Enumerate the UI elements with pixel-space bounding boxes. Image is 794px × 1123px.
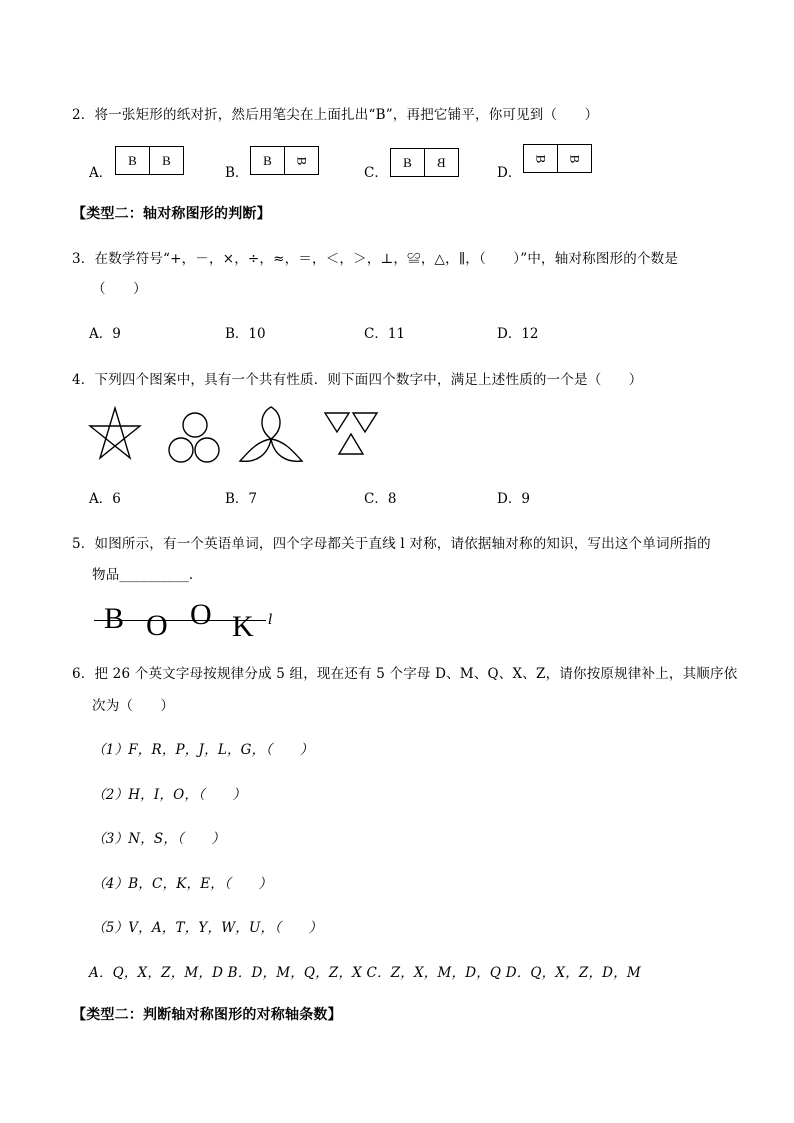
q3-option-c: C．11	[364, 326, 406, 342]
q2-d-left-cell: B	[533, 154, 549, 163]
three-petals-icon	[236, 405, 306, 463]
question-3-text-line1: 3．在数学符号“+，－，×，÷，≈，＝，＜，＞，⊥，≌，△，∥，（ ）”中，轴对称图形的个数是	[72, 251, 679, 267]
q6-options: A．Q，X，Z，M，D B．D，M，Q，Z，X C．Z，X，M，D，Q D．Q，X，Z，D，M	[89, 965, 641, 981]
question-2-text: 2．将一张矩形的纸对折，然后用笔尖在上面扎出“B”，再把它铺平，你可见到（ ）	[72, 107, 599, 123]
q2-c-left-cell: B	[403, 154, 412, 170]
q6-group-3: （3）N，S，（ ）	[92, 831, 226, 847]
q2-b-left-cell: B	[263, 152, 272, 168]
question-5-text-line1: 5．如图所示，有一个英语单词，四个字母都关于直线 l 对称，请依据轴对称的知识，写出这个单词所指的	[72, 536, 711, 552]
question-3-text-line2: （ ）	[92, 281, 147, 297]
q6-group-5: （5）V，A，T，Y，W，U，（ ）	[92, 920, 323, 936]
book-letter-k: K	[232, 610, 254, 638]
question-6-text-line1: 6．把 26 个英文字母按规律分成 5 组，现在还有 5 个字母 D、M、Q、X、Z，请你按原规律补上，其顺序依	[72, 666, 738, 682]
question-4-text: 4．下列四个图案中，具有一个共有性质．则下面四个数字中，满足上述性质的一个是（ ）	[72, 372, 643, 388]
book-letter-o1: O	[146, 609, 168, 638]
q2-b-right-cell: B	[294, 156, 310, 165]
q2-option-d-label: D．	[497, 165, 522, 181]
q3-option-d: D．12	[497, 326, 539, 342]
q6-group-1: （1）F，R，P，J，L，G，（ ）	[92, 742, 314, 758]
section-heading-axis-symmetry: 【类型二：轴对称图形的判断】	[72, 206, 271, 222]
q4-option-a: A．6	[89, 491, 121, 507]
book-letter-b: B	[104, 602, 125, 635]
q2-a-left-cell: B	[128, 152, 137, 168]
q2-option-c-figure	[390, 148, 459, 177]
q6-group-4: （4）B，C，K，E，（ ）	[92, 876, 273, 892]
question-5-text-line2: 物品__________．	[92, 567, 203, 583]
question-6-text-line2: 次为（ ）	[92, 698, 175, 714]
q3-option-b: B．10	[225, 326, 266, 342]
q4-option-d: D．9	[497, 491, 530, 507]
q2-option-a-figure	[115, 146, 184, 175]
q2-option-b-label: B．	[225, 165, 249, 181]
three-circles-icon	[164, 410, 226, 466]
q3-option-a: A．9	[89, 326, 121, 342]
star-icon	[88, 406, 142, 462]
triangles-icon	[322, 410, 380, 460]
q2-option-c-label: C．	[364, 165, 388, 181]
q6-group-2: （2）H，I，O，（ ）	[92, 787, 247, 803]
q2-option-d-figure	[523, 144, 592, 173]
line-label-l: l	[268, 612, 273, 628]
q4-option-b: B．7	[225, 491, 258, 507]
q4-option-c: C．8	[364, 491, 397, 507]
q2-option-b-figure	[250, 146, 319, 175]
book-letter-o2: O	[190, 598, 212, 631]
q2-a-right-cell: B	[149, 147, 183, 174]
q2-d-right-cell: B	[567, 154, 583, 163]
q2-option-a-label: A．	[89, 165, 113, 181]
book-word-figure	[90, 598, 290, 638]
section-heading-axis-count: 【类型二：判断轴对称图形的对称轴条数】	[72, 1007, 342, 1023]
q2-c-right-cell: B	[437, 154, 446, 170]
